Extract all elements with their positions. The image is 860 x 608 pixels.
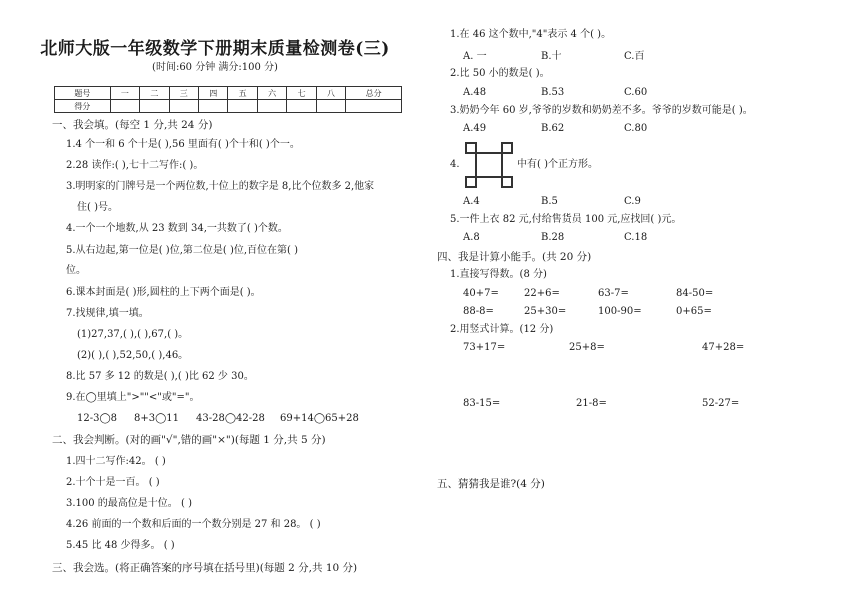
score-cell: 四 [199,87,228,100]
score-table-score-row [55,100,402,113]
option: C.百 [624,51,645,62]
score-table-header-row [55,87,402,100]
calc-item: 0+65= [676,306,712,317]
calc-item: 25+30= [524,306,567,317]
s1-question-2: 2.28 读作:( ),七十二写作:( )。 [66,160,204,171]
section-2-heading: 二、我会判断。(对的画"√",错的画"×")(每题 1 分,共 5 分) [52,434,326,446]
s2-question-2: 2.十个十是一百。 ( ) [66,477,160,488]
option: B.5 [541,196,558,207]
squares-figure [465,142,513,188]
option: A.49 [463,123,487,134]
s2-question-5: 5.45 比 48 少得多。 ( ) [66,540,175,551]
option: B.28 [541,232,565,243]
s1-question-1: 1.4 个一和 6 个十是( ),56 里面有( )个十和( )个一。 [66,139,300,150]
s1-question-7: 7.找规律,填一填。 [66,308,149,319]
s1-question-5: 5.从右边起,第一位是( )位,第二位是( )位,百位在第( ) [66,245,299,256]
option: C.18 [624,232,648,243]
s1-question-3-cont: 住( )号。 [77,202,118,213]
section-5-heading: 五、猜猜我是谁?(4 分) [437,478,545,490]
s1-question-7-part-1: (1)27,37,( ),( ),67,( )。 [77,329,189,340]
score-input-cell[interactable] [169,100,198,113]
vertical-calc-item: 47+28= [702,342,745,353]
score-cell: 七 [287,87,316,100]
s1-question-4: 4.一个一个地数,从 23 数到 34,一共数了( )个数。 [66,223,288,234]
score-input-cell[interactable] [257,100,286,113]
s3-question-1: 1.在 46 这个数中,"4"表示 4 个( )。 [450,29,612,40]
score-input-cell[interactable] [228,100,257,113]
vertical-calc-item: 73+17= [463,342,506,353]
score-input-cell[interactable] [140,100,169,113]
option: C.60 [624,87,648,98]
score-cell: 八 [316,87,345,100]
score-table [54,86,402,113]
section-1-heading: 一、我会填。(每空 1 分,共 24 分) [52,119,213,131]
s1-question-7-part-2: (2)( ),( ),52,50,( ),46。 [77,350,189,361]
center-square [475,152,503,178]
score-cell: 题号 [55,87,111,100]
score-cell: 三 [169,87,198,100]
option: C.80 [624,123,648,134]
section-4-heading: 四、我是计算小能手。(共 20 分) [437,251,592,263]
score-input-cell[interactable] [199,100,228,113]
calc-item: 84-50= [676,288,714,299]
score-input-cell[interactable] [316,100,345,113]
s4-part-2: 2.用竖式计算。(12 分) [450,324,554,335]
compare-item: 43-28◯42-28 [196,413,265,424]
exam-info: (时间:60 分钟 满分:100 分) [152,62,278,73]
s3-question-5: 5.一件上衣 82 元,付给售货员 100 元,应找回( )元。 [450,214,682,225]
vertical-calc-item: 83-15= [463,398,501,409]
option: C.9 [624,196,641,207]
s3-question-3: 3.奶奶今年 60 岁,爷爷的岁数和奶奶差不多。爷爷的岁数可能是( )。 [450,105,753,116]
s1-question-8: 8.比 57 多 12 的数是( ),( )比 62 少 30。 [66,371,254,382]
option: A.48 [463,87,487,98]
s3-question-2: 2.比 50 小的数是( )。 [450,68,550,79]
compare-item: 69+14◯65+28 [280,413,359,424]
calc-item: 100-90= [598,306,642,317]
section-3-heading: 三、我会选。(将正确答案的序号填在括号里)(每题 2 分,共 10 分) [52,562,358,574]
option: B.62 [541,123,565,134]
calc-item: 63-7= [598,288,629,299]
compare-item: 8+3◯11 [134,413,180,424]
option: B.53 [541,87,565,98]
option: A.8 [463,232,480,243]
score-cell: 六 [257,87,286,100]
s2-question-4: 4.26 前面的一个数和后面的一个数分别是 27 和 28。 ( ) [66,519,321,530]
s1-question-9: 9.在◯里填上">""<"或"="。 [66,392,200,403]
calc-item: 22+6= [524,288,560,299]
score-input-cell[interactable] [110,100,139,113]
s3-question-4-text: 中有( )个正方形。 [517,159,598,170]
s3-question-4-number: 4. [450,159,460,170]
vertical-calc-item: 21-8= [576,398,607,409]
option: B.十 [541,51,562,62]
s1-question-5-cont: 位。 [66,265,86,276]
vertical-calc-item: 52-27= [702,398,740,409]
score-cell: 得分 [55,100,111,113]
score-cell: 二 [140,87,169,100]
option: A. 一 [463,51,487,62]
s2-question-3: 3.100 的最高位是十位。 ( ) [66,498,192,509]
score-input-cell[interactable] [287,100,316,113]
score-cell: 总分 [346,87,402,100]
s1-question-6: 6.课本封面是( )形,圆柱的上下两个面是( )。 [66,287,261,298]
score-input-cell[interactable] [346,100,402,113]
s1-question-3: 3.明明家的门牌号是一个两位数,十位上的数字是 8,比个位数多 2,他家 [66,181,375,192]
score-cell: 一 [110,87,139,100]
compare-item: 12-3◯8 [77,413,118,424]
calc-item: 40+7= [463,288,499,299]
s4-part-1: 1.直接写得数。(8 分) [450,269,547,280]
page-title: 北师大版一年级数学下册期末质量检测卷(三) [40,39,390,59]
calc-item: 88-8= [463,306,494,317]
vertical-calc-item: 25+8= [569,342,605,353]
score-cell: 五 [228,87,257,100]
s2-question-1: 1.四十二写作:42。 ( ) [66,456,166,467]
option: A.4 [463,196,480,207]
